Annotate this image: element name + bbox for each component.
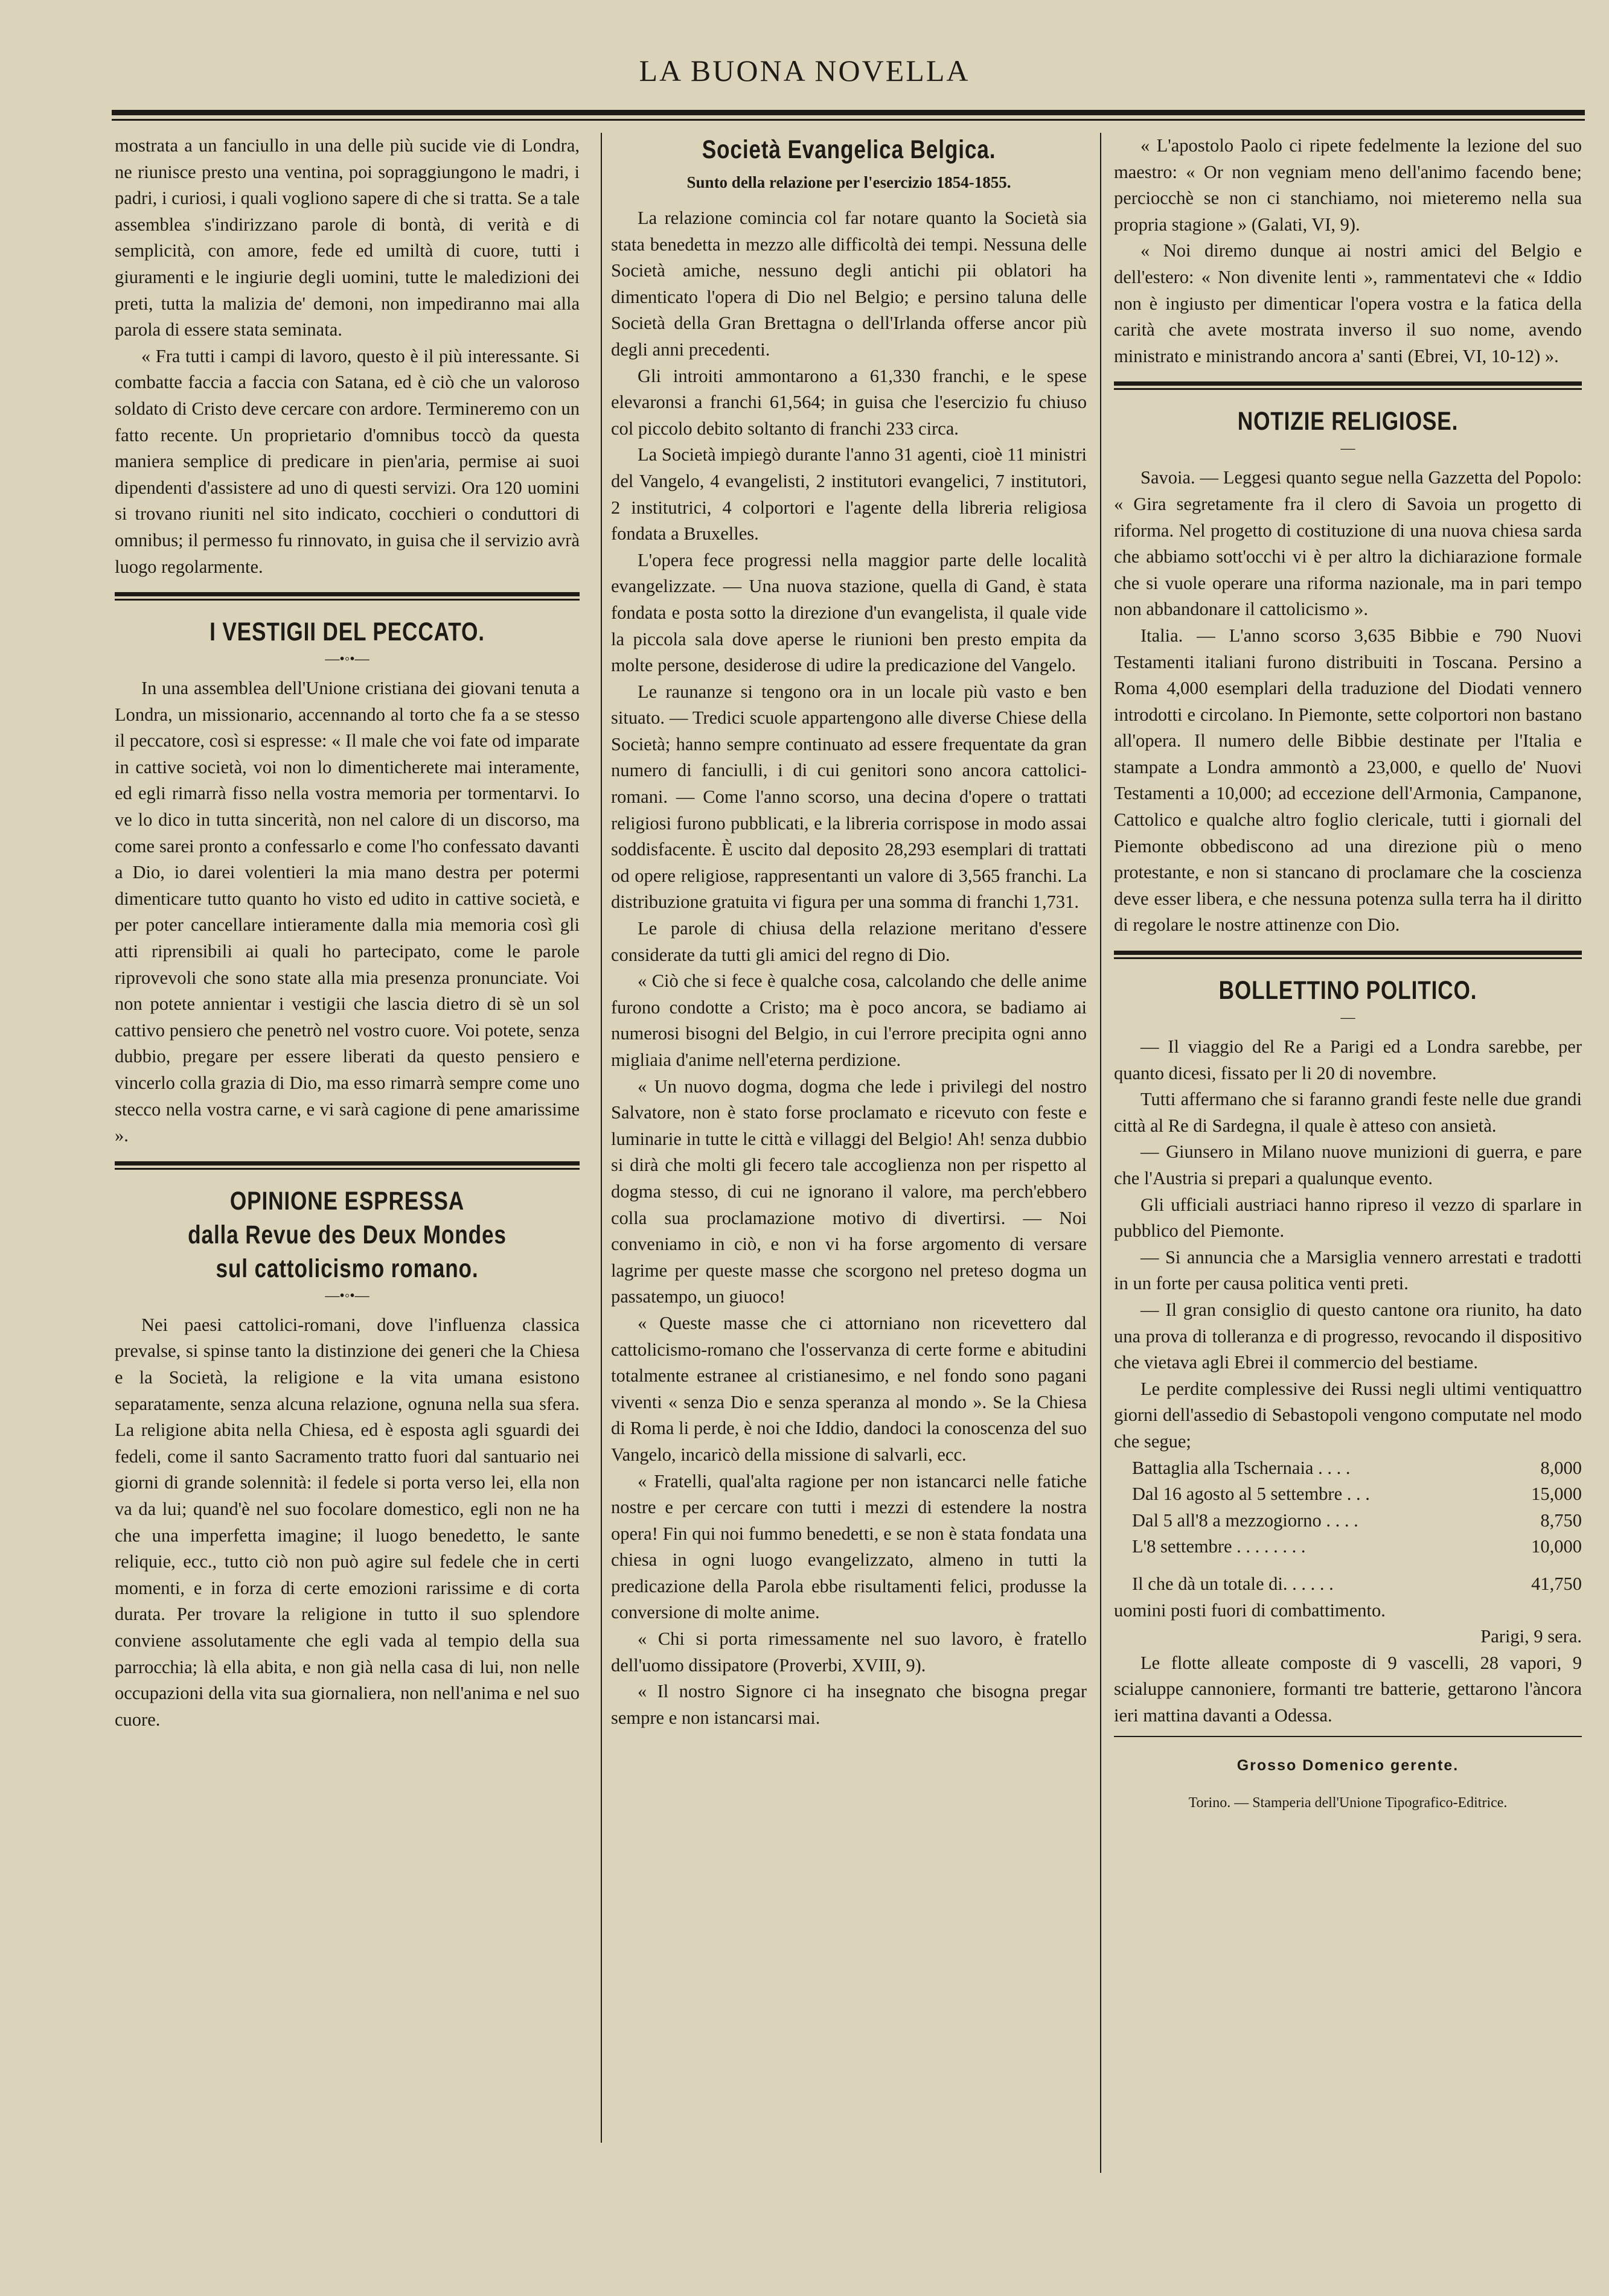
total-label: Il che dà un totale di. . . . . . <box>1132 1573 1334 1594</box>
paragraph: In una assemblea dell'Unione cristiana dei giovani tenuta a Londra, un missionario, accennando al torto che fa a se stesso il peccatore, così si espresse: « Il male che voi fate od imparate in cattive società, voi non lo dimenticherete mai interamente, ed egli rimarrà fisso nella vostra memoria per tormentarvi. Io ve lo dico in tutta sincerità, non nel calore di un discorso, ma come sarei pronto a confessarlo e come l'ho confessato davanti a Dio, io darei volentieri la mia mano destra per potermi dimenticare tutto quanto ho visto ed udito in cattive società, e per poter cancellare intieramente dalla mia memoria così gli atti riprensibili ai quali ho partecipato, come le parole riprovevoli che sono state alla mia presenza pronunciate. Voi non potete annientar i vestigii che lascia dietro di sè un sol cattivo pensiero che penetrò nel vostro cuore. Voi potete, senza dubbio, pregare per essere liberati da questo pensiero e vincerlo colla grazia di Dio, ma esso rimarrà sempre come uno stecco nella vostra carne, e vi sarà cagione di pene amarissime ». <box>115 678 580 1146</box>
losses-row <box>1114 1508 1582 1534</box>
section-rule <box>1114 951 1582 955</box>
section-heading: sul cattolicismo romano. <box>216 1254 479 1283</box>
paragraph: La relazione comincia col far notare quanto la Società sia stata benedetta in mezzo alle difficoltà dei tempi. Nessuna delle Società amiche, nessuno degli antichi pii oblatori ha dimenticato l'opera di Dio nel Belgio; e persino taluna delle Società della Gran Brettagna o dell'Irlanda offerse ancor più degli anni precedenti. <box>611 208 1087 360</box>
paragraph: Gli ufficiali austriaci hanno ripreso il vezzo di sparlare in pubblico del Piemonte. <box>1114 1194 1582 1242</box>
column-1 <box>115 133 580 1733</box>
losses-label: Dal 5 all'8 a mezzogiorno . . . . <box>1132 1510 1358 1531</box>
paragraph: « Fra tutti i campi di lavoro, questo è il più interessante. Si combatte faccia a faccia con Satana, ed è ciò che un valoroso soldato di Cristo deve cercare con ardore. Termineremo con un fatto recente. Un proprietario d'omnibus toccò da questa maniera semplice di predicare in pien'aria, permise ai suoi dipendenti d'assistere ad uno di questi servizi. Ora 120 uomini si trovano riuniti nel sito indicato, cocchieri o conduttori di omnibus; il permesso fu rinnovato, in guisa che il servizio avrà luogo regolarmente. <box>115 345 580 577</box>
paragraph: — Il viaggio del Re a Parigi ed a Londra sarebbe, per quanto dicesi, fissato per li 20 di novembre. <box>1114 1036 1582 1083</box>
paragraph: uomini posti fuori di combattimento. <box>1114 1599 1386 1621</box>
ornament: —•◦•— <box>325 651 369 668</box>
total-value: 41,750 <box>1531 1573 1582 1594</box>
paragraph: « Noi diremo dunque ai nostri amici del Belgio e dell'estero: « Non divenite lenti », rammentatevi che « Iddio non è ingiusto per dimenticar l'opera vostra e la fatica della carità che avete mostrata inverso il suo nome, avendo ministrato e ministrando ancora a' santi (Ebrei, VI, 10-12) ». <box>1114 240 1582 366</box>
paragraph: Savoia. — Leggesi quanto segue nella Gazzetta del Popolo: « Gira segretamente fra il clero di Savoia un progetto di riforma. Nel progetto di costituzione di una nuova chiesa sarda che abbiamo sott'occhi vi è per altro la dichiarazione formale che si vuole operare una riforma nazionale, ma in pari tempo non abbandonare il cattolicismo ». <box>1114 467 1582 620</box>
losses-label: Dal 16 agosto al 5 settembre . . . <box>1132 1484 1370 1505</box>
section-rule <box>115 1161 580 1166</box>
masthead-rule-thin <box>112 119 1585 121</box>
column-3 <box>1114 133 1582 1817</box>
paragraph: « Ciò che si fece è qualche cosa, calcolando che delle anime furono condotte a Cristo; ma è poco ancora, se badiamo ai numerosi bisogni del Belgio, in cui l'errore precipita ogni anno migliaia d'anime nell'eterna perdizione. <box>611 971 1087 1070</box>
losses-row <box>1114 1455 1582 1482</box>
losses-label: Battaglia alla Tschernaia . . . . <box>1132 1457 1351 1478</box>
paragraph: Gli introiti ammontarono a 61,330 franchi, e le spese elevaronsi a franchi 61,564; in guisa che l'esercizio fu chiuso col piccolo debito soltanto di franchi 233 circa. <box>611 365 1087 439</box>
masthead: LA BUONA NOVELLA <box>639 54 970 88</box>
masthead-rule <box>112 110 1585 115</box>
paragraph: « Un nuovo dogma, dogma che lede i privilegi del nostro Salvatore, non è stato forse proclamato e ricevuto con feste e luminarie in tutte le città e villaggi del Belgio! Ah! senza dubbio si dirà che molti gli fecero tale accoglienza non per rispetto al dogma stesso, di cui ne ignorano il valore, ma perch'ebbero colla sua proclamazione motivo di divertirsi. — Noi conveniamo in ciò, e non vi ha forse argomento di versare lagrime per queste masse che scorgono nel preteso dogma un passatempo, un giuoco! <box>611 1076 1087 1307</box>
editor-signature: Grosso Domenico gerente. <box>1236 1757 1459 1775</box>
losses-value: 10,000 <box>1531 1536 1582 1557</box>
section-heading: I VESTIGII DEL PECCATO. <box>210 617 485 647</box>
paragraph: Tutti affermano che si faranno grandi feste nelle due grandi città al Re di Sardegna, il quale è atteso con ansietà. <box>1114 1089 1582 1136</box>
signature-rule <box>1114 1736 1582 1737</box>
column-2 <box>611 133 1087 1731</box>
losses-row <box>1114 1534 1582 1560</box>
section-heading: Società Evangelica Belgica. <box>702 135 996 164</box>
losses-label: L'8 settembre . . . . . . . . <box>1132 1536 1306 1557</box>
paragraph: L'opera fece progressi nella maggior parte delle località evangelizzate. — Una nuova stazione, quella di Gand, è stata fondata e posta sotto la direzione d'un evangelista, il quale vide la piccola sala dove aperse le riunioni ben presto empita da molte persone, desiderose di udire la predicazione del Vangelo. <box>611 549 1087 676</box>
paragraph: — Giunsero in Milano nuove munizioni di guerra, e pare che l'Austria si prepari a qualunque evento. <box>1114 1141 1582 1188</box>
paragraph: — Il gran consiglio di questo cantone ora riunito, ha dato una prova di tolleranza e di progresso, revocando il dispositivo che vietava agli Ebrei il commercio del bestiame. <box>1114 1299 1582 1373</box>
section-subheading: Sunto della relazione per l'esercizio 1854-1855. <box>686 173 1011 191</box>
section-heading: dalla Revue des Deux Mondes <box>188 1220 507 1249</box>
losses-total <box>1114 1571 1582 1598</box>
section-rule <box>1114 381 1582 386</box>
section-heading: NOTIZIE RELIGIOSE. <box>1237 407 1459 436</box>
paragraph: La Società impiegò durante l'anno 31 agenti, cioè 11 ministri del Vangelo, 4 evangelisti, 2 institutori evangelici, 7 institutori, 2 institutrici, 4 colportori e l'agente della libreria religiosa fondata a Bruxelles. <box>611 444 1087 544</box>
section-rule-thin <box>1114 957 1582 959</box>
paragraph: « L'apostolo Paolo ci ripete fedelmente la lezione del suo maestro: « Or non vegniam meno dell'animo facendo bene; perciocchè se non ci stanchiamo, noi mieteremo nella sua propria stagione » (Galati, VI, 9). <box>1114 135 1582 235</box>
paragraph: mostrata a un fanciullo in una delle più sucide vie di Londra, ne riunisce presto una ventina, poi sopraggiungono le madri, i padri, i curiosi, i quali vogliono sapere di che si tratta. Se a tale assemblea s'indirizzano parole di bontà, di verità e di semplicità, con amore, fede ed umiltà di cuore, tutti i giuramenti e le ingiurie degli uomini, tutte le maledizioni dei preti, tutta la malizia de' demoni, non impediranno mai alla parola di essere stata seminata. <box>115 135 580 340</box>
paragraph: Italia. — L'anno scorso 3,635 Bibbie e 790 Nuovi Testamenti italiani furono distribuiti in Toscana. Persino a Roma 4,000 esemplari della traduzione del Diodati vennero introdotti e circolano. In Piemonte, sette colportori non bastano all'opera. Il numero delle Bibbie destinate per l'Italia e stampate a Londra ammontò a 23,000, e quello de' Nuovi Testamenti a 10,000; ad eccezione dell'Armonia, Campanone, Cattolico e qualche altro foglio clericale, tutti i giornali del Piemonte obbediscono ad una direzione più o meno protestante, e non si stancano di proclamare che la coscienza deve esser libera, e che nessuna potenza sulla terra ha il diritto di regolare le nostre attinenze con Dio. <box>1114 625 1582 936</box>
paragraph: Le parole di chiusa della relazione meritano d'essere considerate da tutti gli amici del regno di Dio. <box>611 918 1087 965</box>
paragraph: « Il nostro Signore ci ha insegnato che bisogna pregar sempre e non istancarsi mai. <box>611 1681 1087 1728</box>
section-heading: BOLLETTINO POLITICO. <box>1218 976 1477 1006</box>
paragraph: « Queste masse che ci attorniano non ricevettero dal cattolicismo-romano che l'osservanza di certe forme e abitudini totalmente estranee al cristianesimo, e nel fondo sono pagani viventi « senza Dio e senza speranza al mondo ». Se la Chiesa di Roma li perde, è noi che Iddio, dandoci la conoscenza del suo Vangelo, incaricò della missione di salvarli, ecc. <box>611 1312 1087 1465</box>
printer-imprint: Torino. — Stamperia dell'Unione Tipografico-Editrice. <box>1188 1795 1508 1811</box>
losses-value: 15,000 <box>1531 1484 1582 1505</box>
paragraph: Nei paesi cattolici-romani, dove l'influenza classica prevalse, si spinse tanto la distinzione dei generi che la Chiesa e la Società, la religione e la vita umana esistono separatamente, senza alcuna relazione, ognuna nella sua sfera. La religione abita nella Chiesa, ed è esposta agli sguardi dei fedeli, come il santo Sacramento tratto fuori dal santuario nei giorni di grande solennità: il fedele si porta verso lei, ella non va da lui; quand'è nel suo focolare domestico, egli non ne ha che una imperfetta imagine; il luogo benedetto, le sante reliquie, ecc., tutto ciò non può agire sul fedele che in certi momenti, e in forza di certe emozioni rarissime e di corta durata. Per trovare la religione in tutto il suo splendore conviene assolutamente che egli vada al tempio della sua parrocchia; là ella abita, e non già nella casa di lui, non nelle occupazioni della vita sua giornaliera, non nell'anima e nel suo cuore. <box>115 1314 580 1730</box>
losses-value: 8,750 <box>1540 1510 1582 1531</box>
ornament: — <box>1340 1010 1355 1026</box>
paragraph: Le flotte alleate composte di 9 vascelli, 28 vapori, 9 scialuppe cannoniere, formanti tre batterie, gettarono l'àncora ieri mattina davanti a Odessa. <box>1114 1652 1582 1726</box>
column-divider <box>1100 133 1101 2173</box>
paragraph: — Si annuncia che a Marsiglia vennero arrestati e tradotti in un forte per causa politica venti preti. <box>1114 1246 1582 1294</box>
paragraph: « Chi si porta rimessamente nel suo lavoro, è fratello dell'uomo dissipatore (Proverbi, XVIII, 9). <box>611 1628 1087 1676</box>
paragraph: « Fratelli, qual'alta ragione per non istancarci nelle fatiche nostre e per cercare con tutti i mezzi di estendere la nostra opera! Fin qui noi fummo benedetti, e se non è stata fondata una chiesa in ogni luogo evangelizzato, almeno in tutti la predicazione della Parola ebbe risultamenti felici, produsse la conversione di molte anime. <box>611 1470 1087 1623</box>
section-heading: OPINIONE ESPRESSA <box>229 1186 465 1216</box>
paragraph: Le raunanze si tengono ora in un locale più vasto e ben situato. — Tredici scuole appartengono alle diverse Chiese della Società; hanno sempre continuato ad essere frequentate da gran numero di fanciulli, i di cui genitori sono ancora cattolici-romani. — Come l'anno scorso, una decina d'opere o trattati religiosi furono pubblicati, e la libreria corrispose in modo assai soddisfacente. È uscito dal deposito 28,293 esemplari di trattati od opere religiose, rappresentanti un valore di 3,565 franchi. La distribuzione gratuita vi figura per una somma di franchi 1,731. <box>611 681 1087 913</box>
section-rule <box>115 592 580 596</box>
ornament: — <box>1340 441 1355 457</box>
losses-value: 8,000 <box>1540 1457 1582 1478</box>
column-divider <box>601 133 602 2143</box>
section-rule-thin <box>1114 388 1582 390</box>
section-rule-thin <box>115 599 580 601</box>
ornament: —•◦•— <box>325 1287 369 1304</box>
losses-row <box>1114 1481 1582 1508</box>
section-rule-thin <box>115 1168 580 1170</box>
paragraph: Le perdite complessive dei Russi negli ultimi ventiquattro giorni dell'assedio di Sebastopoli vengono computate nel modo che segue; <box>1114 1378 1582 1452</box>
dateline: Parigi, 9 sera. <box>1480 1626 1582 1647</box>
